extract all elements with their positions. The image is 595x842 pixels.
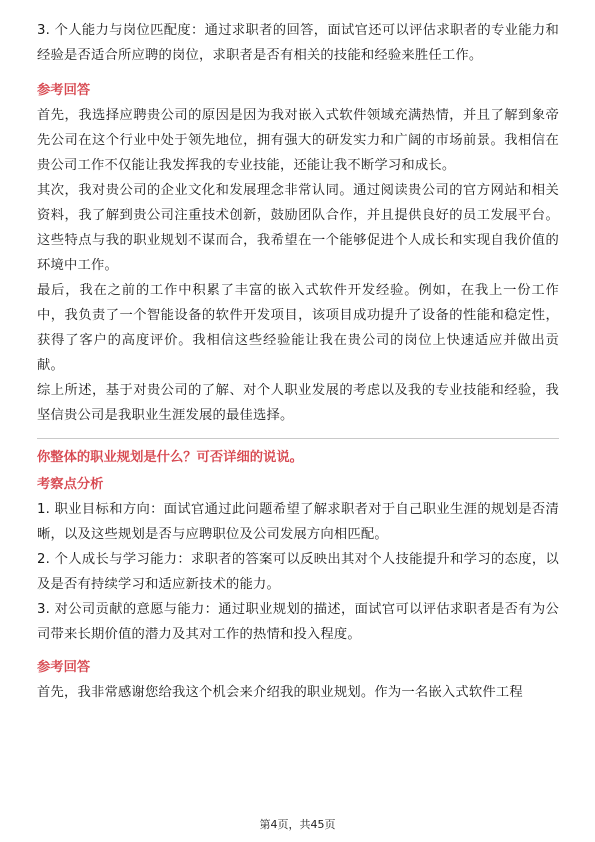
analysis-item: 3. 对公司贡献的意愿与能力：通过职业规划的描述，面试官可以评估求职者是否有为公司带来长期价值的潜力及其对工作的热情和投入程度。 [37,602,559,642]
reference-answer-heading: 参考回答 [37,83,91,98]
page-number: 第4页，共45页 [259,818,336,831]
analysis-item: 2. 个人成长与学习能力：求职者的答案可以反映出其对个人技能提升和学习的态度，以及是否有持续学习和适应新技术的能力。 [37,552,559,592]
reference-answer-heading: 参考回答 [37,660,91,675]
document-page [37,18,559,705]
answer-paragraph: 其次，我对贵公司的企业文化和发展理念非常认同。通过阅读贵公司的官方网站和相关资料，我了解到贵公司注重技术创新，鼓励团队合作，并且提供良好的员工发展平台。这些特点与我的职业规划不谋而合，我希望在一个能够促进个人成长和实现自我价值的环境中工作。 [37,183,559,273]
question-title: 你整体的职业规划是什么？可否详细的说说。 [37,450,303,465]
answer-paragraph: 首先，我选择应聘贵公司的原因是因为我对嵌入式软件领域充满热情，并且了解到象帝先公司在这个行业中处于领先地位，拥有强大的研发实力和广阔的市场前景。我相信在贵公司工作不仅能让我发挥我的专业技能，还能让我不断学习和成长。 [37,108,559,173]
answer-paragraph: 最后，我在之前的工作中积累了丰富的嵌入式软件开发经验。例如，在我上一份工作中，我负责了一个智能设备的软件开发项目，该项目成功提升了设备的性能和稳定性，获得了客户的高度评价。我相信这些经验能让我在贵公司的岗位上快速适应并做出贡献。 [37,283,559,373]
analysis-heading: 考察点分析 [37,477,104,492]
answer-paragraph: 首先，我非常感谢您给我这个机会来介绍我的职业规划。作为一名嵌入式软件工程 [37,685,523,700]
continued-analysis-paragraph: 3. 个人能力与岗位匹配度：通过求职者的回答，面试官还可以评估求职者的专业能力和经验是否适合所应聘的岗位，求职者是否有相关的技能和经验来胜任工作。 [37,23,559,63]
analysis-item: 1. 职业目标和方向：面试官通过此问题希望了解求职者对于自己职业生涯的规划是否清晰，以及这些规划是否与应聘职位及公司发展方向相匹配。 [37,502,559,542]
section-divider [37,438,559,439]
answer-paragraph: 综上所述，基于对贵公司的了解、对个人职业发展的考虑以及我的专业技能和经验，我坚信贵公司是我职业生涯发展的最佳选择。 [37,383,559,423]
